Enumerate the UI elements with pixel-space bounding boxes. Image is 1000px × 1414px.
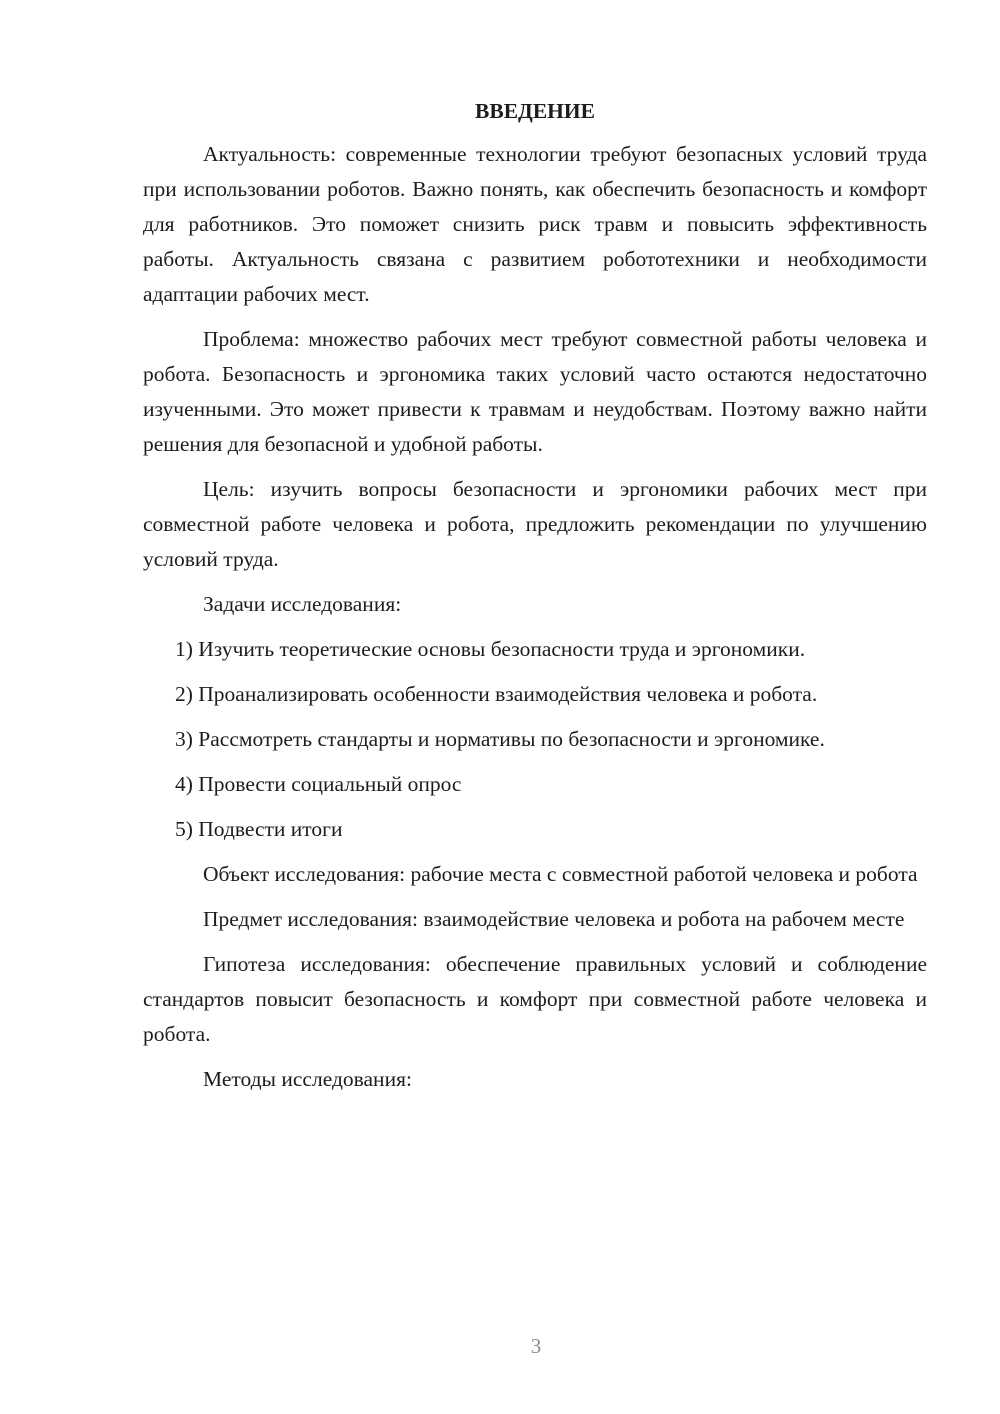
task-item: 1) Изучить теоретические основы безопасности труда и эргономики. bbox=[175, 637, 806, 661]
goal-paragraph: Цель: изучить вопросы безопасности и эргономики рабочих мест при совместной работе человека и робота, предложить рекомендации по улучшению условий труда. bbox=[143, 477, 927, 571]
problem-paragraph: Проблема: множество рабочих мест требуют совместной работы человека и робота. Безопасность и эргономика таких условий часто остаются недостаточно изученными. Это может привести к травмам и неудобствам. Поэтому важно найти решения для безопасной и удобной работы. bbox=[143, 327, 927, 456]
tasks-heading: Задачи исследования: bbox=[203, 592, 402, 616]
task-item: 2) Проанализировать особенности взаимодействия человека и робота. bbox=[175, 682, 818, 706]
methods-heading: Методы исследования: bbox=[203, 1067, 412, 1091]
task-item: 3) Рассмотреть стандарты и нормативы по безопасности и эргономике. bbox=[175, 727, 825, 751]
hypothesis-paragraph: Гипотеза исследования: обеспечение правильных условий и соблюдение стандартов повысит безопасность и комфорт при совместной работе человека и робота. bbox=[143, 952, 927, 1046]
relevance-paragraph: Актуальность: современные технологии требуют безопасных условий труда при использовании роботов. Важно понять, как обеспечить безопасность и комфорт для работников. Это поможет снизить риск травм и повысить эффективность работы. Актуальность связана с развитием робототехники и необходимости адаптации рабочих мест. bbox=[143, 142, 927, 306]
page-number: 3 bbox=[530, 1334, 542, 1358]
object-paragraph: Объект исследования: рабочие места с совместной работой человека и робота bbox=[203, 862, 918, 886]
task-item: 4) Провести социальный опрос bbox=[175, 772, 462, 796]
task-item: 5) Подвести итоги bbox=[175, 817, 343, 841]
section-title: ВВЕДЕНИЕ bbox=[475, 99, 595, 123]
subject-paragraph: Предмет исследования: взаимодействие человека и робота на рабочем месте bbox=[203, 907, 905, 931]
document-page bbox=[143, 95, 927, 1107]
